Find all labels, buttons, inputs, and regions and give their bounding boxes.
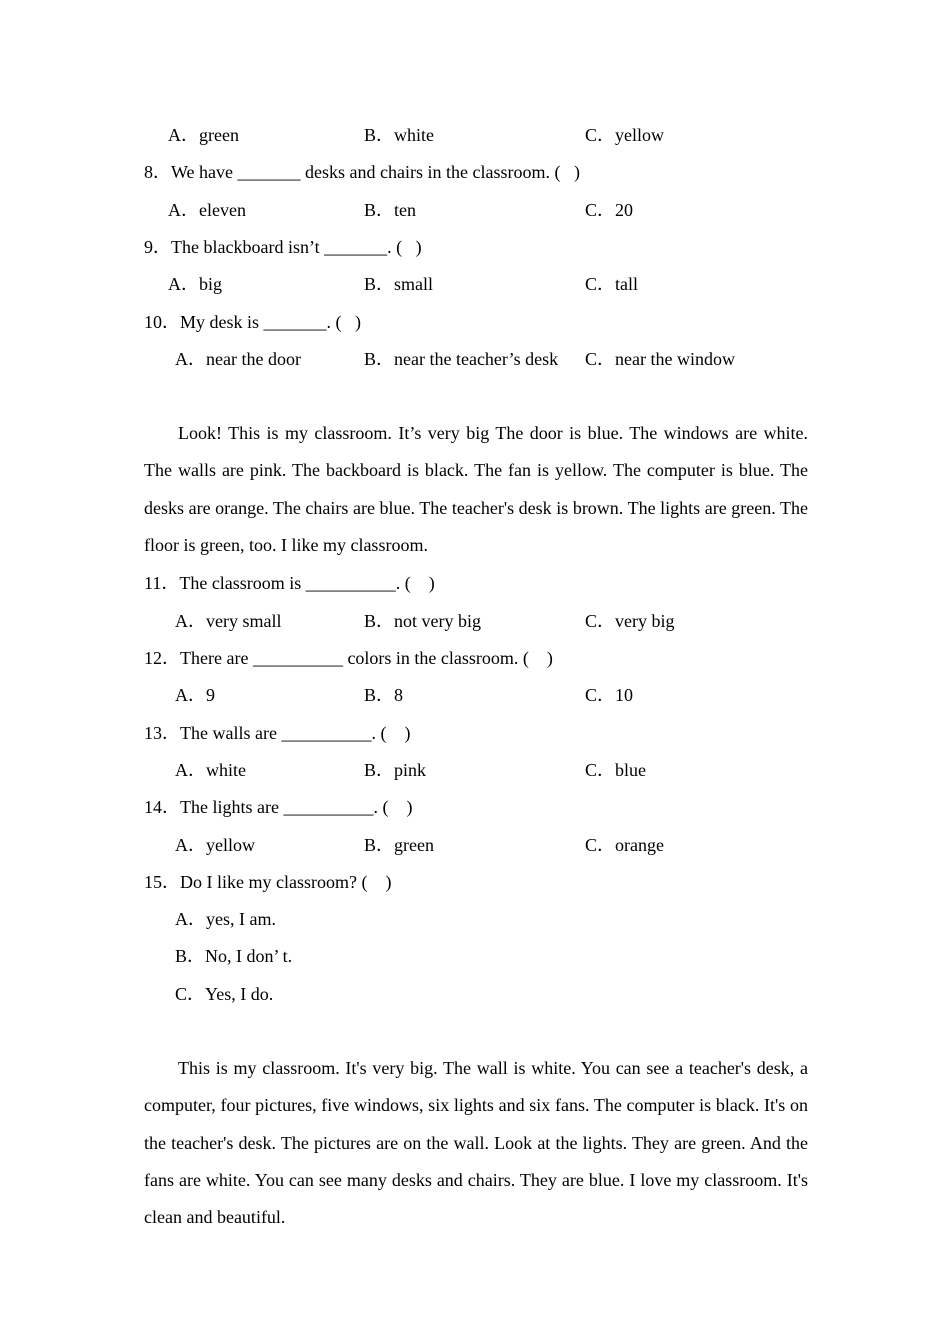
q10-option-b: B．near the teacher’s desk xyxy=(364,349,559,369)
q14-option-c: C．orange xyxy=(585,835,664,855)
q8-option-a: A．eleven xyxy=(168,200,246,220)
q9-question: 9．The blackboard isn’t _______. ( ) xyxy=(144,237,422,257)
q10-option-a: A．near the door xyxy=(175,349,301,369)
q8-option-b: B．ten xyxy=(364,200,416,220)
q9-option-c: C．tall xyxy=(585,274,638,294)
q13-option-c: C．blue xyxy=(585,760,646,780)
q9-option-a: A．big xyxy=(168,274,222,294)
q10-option-c: C．near the window xyxy=(585,349,735,369)
q14-question: 14．The lights are __________. ( ) xyxy=(144,797,413,817)
q12-question: 12．There are __________ colors in the classroom. ( ) xyxy=(144,648,553,668)
q15-question: 15．Do I like my classroom? ( ) xyxy=(144,872,392,892)
q13-option-b: B．pink xyxy=(364,760,427,780)
q9-option-b: B．small xyxy=(364,274,434,294)
q12-option-c: C．10 xyxy=(585,685,634,705)
q13-question: 13．The walls are __________. ( ) xyxy=(144,723,411,743)
q15-option-a: A．yes, I am. xyxy=(175,909,276,929)
q11-question: 11．The classroom is __________. ( ) xyxy=(144,573,435,593)
q7-option-b: B．white xyxy=(364,125,434,145)
q7-option-a: A．green xyxy=(168,125,239,145)
q11-option-a: A．very small xyxy=(175,611,282,631)
q10-question: 10．My desk is _______. ( ) xyxy=(144,312,361,332)
q14-option-a: A．yellow xyxy=(175,835,255,855)
q8-option-c: C．20 xyxy=(585,200,634,220)
q13-option-a: A．white xyxy=(175,760,246,780)
q14-option-b: B．green xyxy=(364,835,434,855)
reading-passage-2: Look! This is my classroom. It’s very big The door is blue. The windows are white. The walls are pink. The backboard is black. The fan is yellow. The computer is blue. The desks are orange. The chairs are blue. The teacher's desk is brown. The lights are green. The floor is green, too. I like my classroom. xyxy=(144,423,808,555)
q11-option-b: B．not very big xyxy=(364,611,481,631)
q11-option-c: C．very big xyxy=(585,611,675,631)
q12-option-a: A．9 xyxy=(175,685,215,705)
q8-question: 8．We have _______ desks and chairs in the classroom. ( ) xyxy=(144,162,580,182)
q15-option-c: C．Yes, I do. xyxy=(175,984,274,1004)
q7-option-c: C．yellow xyxy=(585,125,664,145)
reading-passage-3: This is my classroom. It's very big. The wall is white. You can see a teacher's desk, a computer, four pictures, five windows, six lights and six fans. The computer is black. It's on the teacher's desk. The pictures are on the wall. Look at the lights. They are green. And the fans are white. You can see many desks and chairs. They are blue. I love my classroom. It's clean and beautiful. xyxy=(144,1058,808,1228)
q12-option-b: B．8 xyxy=(364,685,404,705)
q15-option-b: B．No, I don’ t. xyxy=(175,946,293,966)
